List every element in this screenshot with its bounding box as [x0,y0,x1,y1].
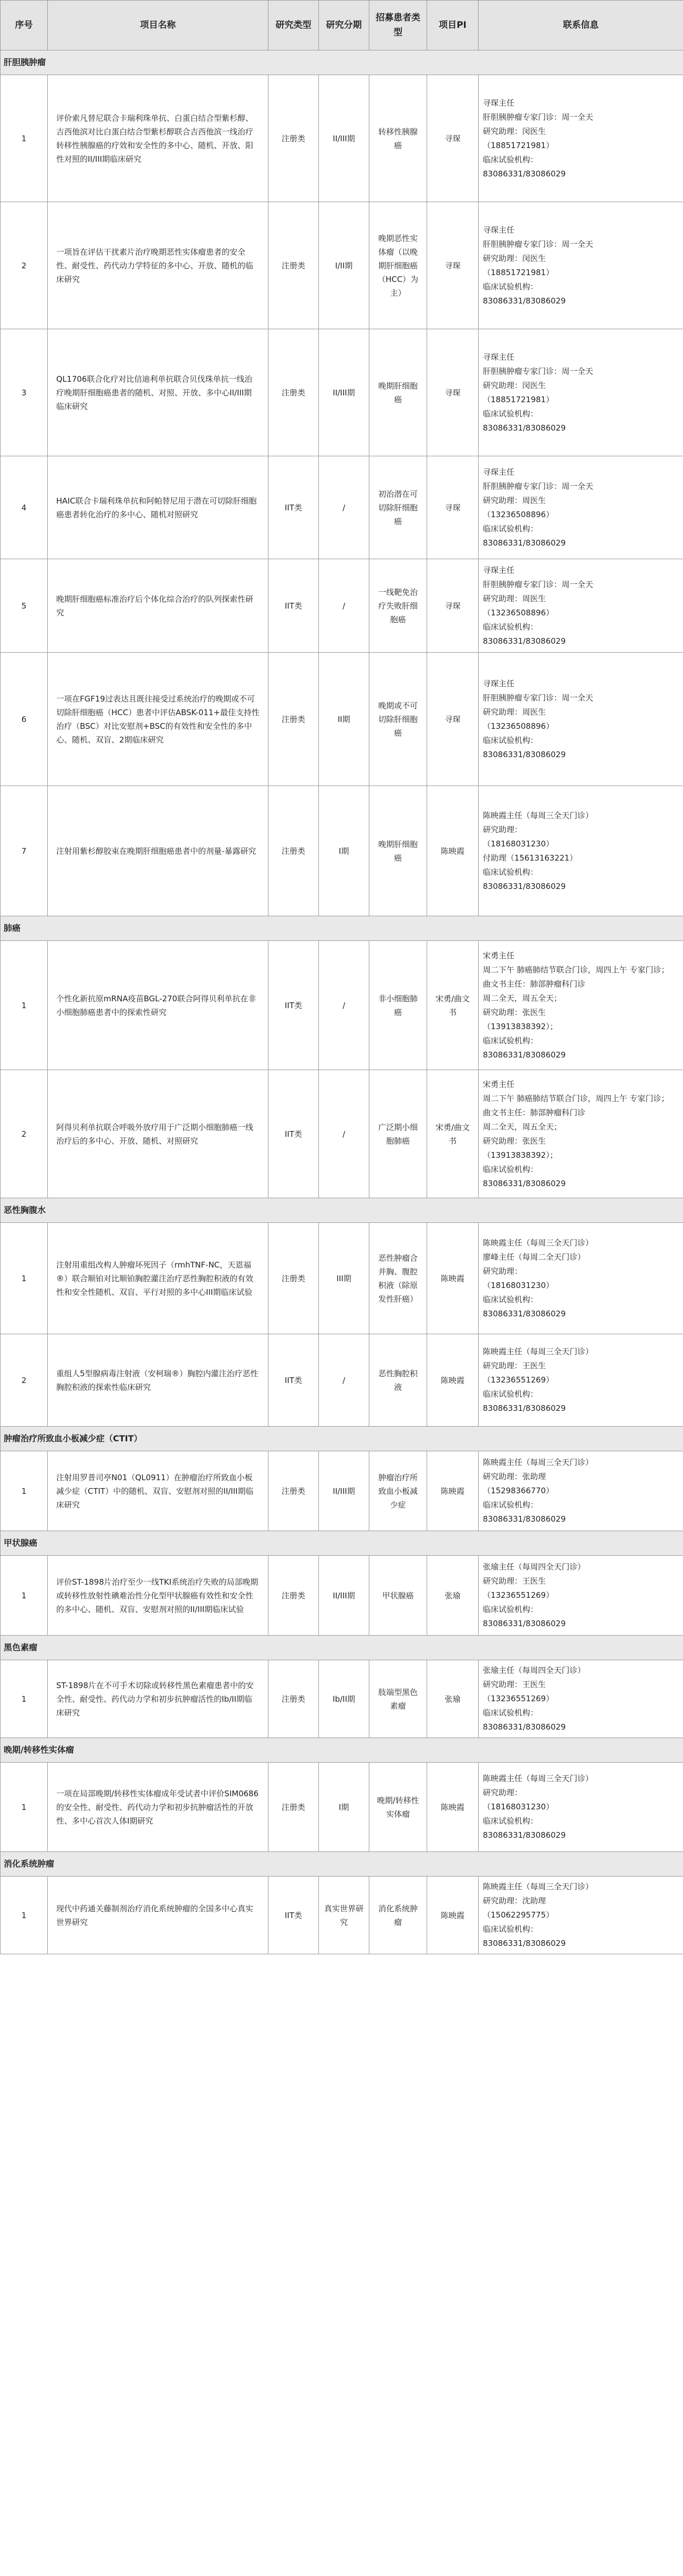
study-phase: I期 [319,786,369,916]
table-row [1,1334,683,1427]
row-number: 7 [1,786,48,916]
contact-line: 临床试验机构： [483,1389,539,1399]
project-pi: 宋勇/曲文书 [427,941,479,1070]
table-row [1,1877,683,1954]
contact-line: 研究助理：张医生 [483,1007,546,1017]
contact-info [479,75,683,202]
contact-line: 张瑜主任（每周四全天门诊） [483,1666,586,1675]
contact-line: 研究助理：周医生 [483,593,546,603]
section-row [1,1427,683,1451]
patient-type: 非小细胞肺癌 [369,941,427,1070]
project-pi: 陈映霞 [427,1877,479,1954]
project-name: ST-1898片在不可手术切除或转移性黑色素瘤患者中的安全性、耐受性、药代动力学和初步抗肿瘤活性的Ib/II期临床研究 [48,1660,268,1738]
contact-line: 83086331/83086029 [483,1619,566,1628]
table-row [1,1070,683,1198]
study-type: IIT类 [268,559,319,653]
study-phase: II/III期 [319,75,369,202]
row-number: 4 [1,456,48,559]
contact-info [479,1877,683,1954]
table-row [1,559,683,653]
table-row [1,1451,683,1531]
contact-line: （18168031230） [483,839,554,849]
contact-line: 陈映霞主任（每周三全天门诊） [483,1238,594,1248]
contact-line: 83086331/83086029 [483,1178,566,1188]
contact-line: 临床试验机构： [483,1924,539,1934]
contact-line: 肝胆胰肿瘤专家门诊：周一全天 [483,112,594,122]
contact-line: （13236508896） [483,509,554,519]
table-row [1,202,683,329]
patient-type: 恶性胸腔积液 [369,1334,427,1427]
project-pi: 张瑜 [427,1556,479,1636]
patient-type: 初治潜在可切除肝细胞癌 [369,456,427,559]
study-phase: III期 [319,1223,369,1334]
contact-line: 陈映霞主任（每周三全天门诊） [483,1774,594,1783]
table-body [1,50,683,1954]
study-phase: / [319,559,369,653]
contact-line: 陈映霞主任（每周三全天门诊） [483,1882,594,1891]
contact-info [479,653,683,786]
table-row [1,653,683,786]
contact-line: 83086331/83086029 [483,1050,566,1060]
patient-type: 肢端型黑色素瘤 [369,1660,427,1738]
contact-line: 寻琛主任 [483,225,515,235]
study-phase: I期 [319,1763,369,1852]
contact-line: 周二下午 肺癌肺结节联合门诊，周四上午 专家门诊； [483,1093,669,1103]
section-row [1,916,683,941]
project-pi: 陈映霞 [427,786,479,916]
project-name: 重组人5型腺病毒注射液（安柯瑞®）胸腔内灌注治疗恶性胸腔积液的探索性临床研究 [48,1334,268,1427]
project-name: 一项在局部晚期/转移性实体瘤成年受试者中评价SIM0686的安全性、耐受性、药代动力学和初步抗肿瘤活性的开放性、多中心首次人体I期研究 [48,1763,268,1852]
contact-line: 临床试验机构： [483,1816,539,1826]
row-number: 3 [1,329,48,456]
row-number: 2 [1,1334,48,1427]
contact-line: 临床试验机构： [483,1708,539,1718]
contact-line: （18168031230） [483,1802,554,1811]
study-type: 注册类 [268,329,319,456]
project-name: 注射用罗普司亭N01（QL0911）在肿瘤治疗所致血小板减少症（CTIT）中的随机、双盲、安慰剂对照的II/III期临床研究 [48,1451,268,1531]
contact-line: 肝胆胰肿瘤专家门诊：周一全天 [483,239,594,249]
contact-line: 周二全天，周五全天； [483,993,562,1003]
study-type: 注册类 [268,1223,319,1334]
contact-line: 研究助理： [483,824,523,834]
patient-type: 晚期恶性实体瘤（以晚期肝细胞癌（HCC）为主） [369,202,427,329]
contact-line: 寻琛主任 [483,467,515,477]
study-phase: Ib/II期 [319,1660,369,1738]
contact-line: 83086331/83086029 [483,1939,566,1948]
header-study-phase: 研究分期 [319,1,369,50]
patient-type: 消化系统肿瘤 [369,1877,427,1954]
contact-line: 曲文书主任：肺部肿瘤科门诊 [483,979,586,989]
contact-line: 临床试验机构： [483,523,539,533]
contact-line: 临床试验机构： [483,281,539,291]
contact-line: 83086331/83086029 [483,1308,566,1318]
contact-line: 83086331/83086029 [483,1514,566,1524]
row-number: 2 [1,1070,48,1198]
study-type: IIT类 [268,1070,319,1198]
contact-line: 陈映霞主任（每周三全天门诊） [483,810,594,820]
contact-line: 研究助理：周医生 [483,707,546,717]
contact-line: （13236551269） [483,1694,554,1703]
project-pi: 寻琛 [427,75,479,202]
contact-line: 周二下午 肺癌肺结节联合门诊，周四上午 专家门诊； [483,965,669,975]
section-title: 消化系统肿瘤 [1,1852,683,1877]
study-phase: II/III期 [319,1451,369,1531]
patient-type: 恶性肿瘤合并胸、腹腔积液（除原发性肝癌） [369,1223,427,1334]
study-type: 注册类 [268,1556,319,1636]
patient-type: 晚期/转移性实体瘤 [369,1763,427,1852]
section-title: 黑色素瘤 [1,1636,683,1660]
contact-info [479,329,683,456]
patient-type: 晚期肝细胞癌 [369,329,427,456]
contact-line: （13236508896） [483,721,554,731]
project-name: 晚期肝细胞癌标准治疗后个体化综合治疗的队列探索性研究 [48,559,268,653]
study-type: 注册类 [268,1763,319,1852]
project-name: HAIC联合卡瑞利珠单抗和阿帕替尼用于潜在可切除肝细胞癌患者转化治疗的多中心、随机对照研究 [48,456,268,559]
contact-line: 肝胆胰肿瘤专家门诊：周一全天 [483,693,594,703]
contact-line: 83086331/83086029 [483,538,566,548]
contact-line: 研究助理： [483,1788,523,1797]
contact-line: 临床试验机构： [483,735,539,745]
contact-line: 研究助理：王医生 [483,1576,546,1586]
row-number: 5 [1,559,48,653]
contact-line: 临床试验机构： [483,1294,539,1304]
study-type: 注册类 [268,653,319,786]
patient-type: 广泛期小细胞肺癌 [369,1070,427,1198]
contact-line: 寻琛主任 [483,565,515,575]
contact-line: （15298366770） [483,1486,554,1495]
project-pi: 寻琛 [427,559,479,653]
project-name: QL1706联合化疗对比信迪利单抗联合贝伐珠单抗一线治疗晚期肝细胞癌患者的随机、对照、开放、多中心II/III期临床研究 [48,329,268,456]
patient-type: 甲状腺癌 [369,1556,427,1636]
contact-info [479,786,683,916]
project-name: 注射用重组改构人肿瘤坏死因子（rmhTNF-NC，天恩福®）联合顺铂对比顺铂胸腔灌注治疗恶性胸腔积液的有效性和安全性随机、双盲、平行对照的多中心III期临床试验 [48,1223,268,1334]
project-pi: 寻琛 [427,456,479,559]
contact-line: 临床试验机构： [483,1605,539,1614]
study-type: 注册类 [268,202,319,329]
contact-line: 廖峰主任（每周二全天门诊） [483,1252,586,1262]
row-number: 2 [1,202,48,329]
study-phase: / [319,456,369,559]
contact-info [479,456,683,559]
study-type: 注册类 [268,786,319,916]
contact-line: 研究助理：沈助理 [483,1896,546,1905]
patient-type: 转移性胰腺癌 [369,75,427,202]
table-row [1,941,683,1070]
contact-line: 83086331/83086029 [483,636,566,646]
project-pi: 宋勇/曲文书 [427,1070,479,1198]
table-row [1,1223,683,1334]
patient-type: 晚期肝细胞癌 [369,786,427,916]
section-title: 晚期/转移性实体瘤 [1,1738,683,1763]
contact-line: 研究助理：张医生 [483,1136,546,1146]
contact-line: 临床试验机构： [483,1035,539,1045]
section-row [1,50,683,75]
study-phase: / [319,1334,369,1427]
study-type: IIT类 [268,1877,319,1954]
contact-info [479,1223,683,1334]
contact-info [479,1334,683,1427]
contact-line: （13236551269） [483,1375,554,1385]
row-number: 1 [1,75,48,202]
row-number: 1 [1,1877,48,1954]
patient-type: 一线靶免治疗失败肝细胞癌 [369,559,427,653]
contact-line: 曲文书主任：肺部肿瘤科门诊 [483,1107,586,1117]
contact-line: 研究助理：张助理 [483,1472,546,1481]
contact-line: （15062295775） [483,1910,554,1920]
contact-line: 研究助理：闵医生 [483,253,546,263]
contact-line: 研究助理：闵医生 [483,380,546,390]
project-name: 一项在FGF19过表达且既往接受过系统治疗的晚期或不可切除肝细胞癌（HCC）患者中评估ABSK-011+最佳支持性治疗（BSC）对比安慰剂+BSC的有效性和安全性的多中心、随机、双盲、2期临床研究 [48,653,268,786]
header-row [1,1,683,50]
study-phase: 真实世界研究 [319,1877,369,1954]
section-title: 恶性胸腹水 [1,1198,683,1223]
contact-line: （13913838392）； [483,1021,558,1031]
section-row [1,1738,683,1763]
table-row [1,75,683,202]
study-type: 注册类 [268,1451,319,1531]
row-number: 6 [1,653,48,786]
contact-line: （13236551269） [483,1590,554,1600]
contact-info [479,941,683,1070]
section-row [1,1531,683,1556]
section-row [1,1198,683,1223]
patient-type: 晚期或不可切除肝细胞癌 [369,653,427,786]
project-pi: 张瑜 [427,1660,479,1738]
table-row [1,1556,683,1636]
contact-line: 宋勇主任 [483,950,515,960]
project-pi: 寻琛 [427,202,479,329]
project-name: 现代中药通关藤制剂治疗消化系统肿瘤的全国多中心真实世界研究 [48,1877,268,1954]
header-pi: 项目PI [427,1,479,50]
study-phase: II/III期 [319,329,369,456]
study-type: IIT类 [268,941,319,1070]
section-title: 肺癌 [1,916,683,941]
contact-line: 付助理（15613163221） [483,853,577,863]
header-contact: 联系信息 [479,1,683,50]
contact-line: 83086331/83086029 [483,423,566,433]
section-row [1,1636,683,1660]
row-number: 1 [1,1451,48,1531]
row-number: 1 [1,1763,48,1852]
contact-info [479,1660,683,1738]
contact-line: 陈映霞主任（每周三全天门诊） [483,1458,594,1467]
contact-line: 临床试验机构： [483,1164,539,1174]
table-row [1,329,683,456]
contact-line: （13913838392）； [483,1150,558,1160]
contact-line: 临床试验机构： [483,867,539,877]
contact-line: 肝胆胰肿瘤专家门诊：周一全天 [483,366,594,376]
contact-line: 临床试验机构： [483,409,539,418]
contact-line: 83086331/83086029 [483,1830,566,1840]
contact-line: 寻琛主任 [483,98,515,108]
project-name: 注射用紫杉醇胶束在晚期肝细胞癌患者中的剂量-暴露研究 [48,786,268,916]
study-type: 注册类 [268,1660,319,1738]
contact-line: 研究助理：闵医生 [483,126,546,136]
table-row [1,1763,683,1852]
contact-line: 83086331/83086029 [483,296,566,306]
study-phase: I/II期 [319,202,369,329]
section-title: 肿瘤治疗所致血小板减少症（CTIT） [1,1427,683,1451]
project-pi: 陈映霞 [427,1451,479,1531]
contact-line: 寻琛主任 [483,352,515,362]
contact-info [479,1763,683,1852]
contact-info [479,1070,683,1198]
contact-line: 83086331/83086029 [483,1722,566,1732]
contact-line: 临床试验机构： [483,622,539,632]
contact-line: 周二全天，周五全天； [483,1122,562,1132]
contact-line: 83086331/83086029 [483,1404,566,1413]
study-phase: II/III期 [319,1556,369,1636]
header-no: 序号 [1,1,48,50]
contact-line: （18168031230） [483,1280,554,1290]
study-phase: II期 [319,653,369,786]
row-number: 1 [1,1556,48,1636]
section-title: 肝胆胰肿瘤 [1,50,683,75]
header-project-name: 项目名称 [48,1,268,50]
contact-line: （18851721981） [483,140,554,150]
contact-line: 研究助理：周医生 [483,495,546,505]
header-patient-type: 招募患者类型 [369,1,427,50]
contact-line: 83086331/83086029 [483,169,566,179]
contact-line: 研究助理： [483,1266,523,1276]
project-name: 评价ST-1898片治疗至少一线TKI系统治疗失败的局部晚期或转移性放射性碘难治性分化型甲状腺癌有效性和安全性的多中心、随机、双盲、安慰剂对照的II/III期临床试验 [48,1556,268,1636]
contact-line: 83086331/83086029 [483,749,566,759]
contact-info [479,1451,683,1531]
table-row [1,786,683,916]
project-pi: 陈映霞 [427,1763,479,1852]
project-pi: 寻琛 [427,653,479,786]
contact-line: 研究助理：王医生 [483,1361,546,1370]
project-name: 阿得贝利单抗联合呼吸外放疗用于广泛期小细胞肺癌一线治疗后的多中心、开放、随机、对照研究 [48,1070,268,1198]
contact-line: 肝胆胰肿瘤专家门诊：周一全天 [483,579,594,589]
contact-line: 宋勇主任 [483,1079,515,1089]
contact-line: 临床试验机构： [483,1500,539,1510]
section-title: 甲状腺癌 [1,1531,683,1556]
project-name: 个性化新抗原mRNA疫苗BGL-270联合阿得贝利单抗在非小细胞肺癌患者中的探索性研究 [48,941,268,1070]
contact-line: 张瑜主任（每周四全天门诊） [483,1562,586,1572]
project-pi: 寻琛 [427,329,479,456]
study-type: 注册类 [268,75,319,202]
project-pi: 陈映霞 [427,1223,479,1334]
contact-line: 肝胆胰肿瘤专家门诊：周一全天 [483,481,594,491]
study-type: IIT类 [268,1334,319,1427]
contact-info [479,559,683,653]
project-pi: 陈映霞 [427,1334,479,1427]
study-phase: / [319,941,369,1070]
contact-line: 寻琛主任 [483,678,515,688]
contact-line: 陈映霞主任（每周三全天门诊） [483,1347,594,1356]
patient-type: 肿瘤治疗所致血小板减少症 [369,1451,427,1531]
study-type: IIT类 [268,456,319,559]
project-name: 评价索凡替尼联合卡瑞利珠单抗、白蛋白结合型紫杉醇、吉西他滨对比白蛋白结合型紫杉醇联合吉西他滨一线治疗转移性胰腺癌的疗效和安全性的多中心、随机、开放、阳性对照的II/III期临床研究 [48,75,268,202]
row-number: 1 [1,1223,48,1334]
row-number: 1 [1,941,48,1070]
contact-line: 临床试验机构： [483,154,539,164]
contact-info [479,202,683,329]
contact-line: 研究助理：王医生 [483,1680,546,1689]
contact-info [479,1556,683,1636]
table-row [1,456,683,559]
contact-line: （18851721981） [483,394,554,404]
row-number: 1 [1,1660,48,1738]
contact-line: 83086331/83086029 [483,881,566,891]
section-row [1,1852,683,1877]
table-row [1,1660,683,1738]
contact-line: （13236508896） [483,608,554,617]
project-name: 一项旨在评估干扰素片治疗晚期恶性实体瘤患者的安全性、耐受性、药代动力学特征的多中心、开放、随机的临床研究 [48,202,268,329]
study-phase: / [319,1070,369,1198]
contact-line: （18851721981） [483,267,554,277]
header-study-type: 研究类型 [268,1,319,50]
